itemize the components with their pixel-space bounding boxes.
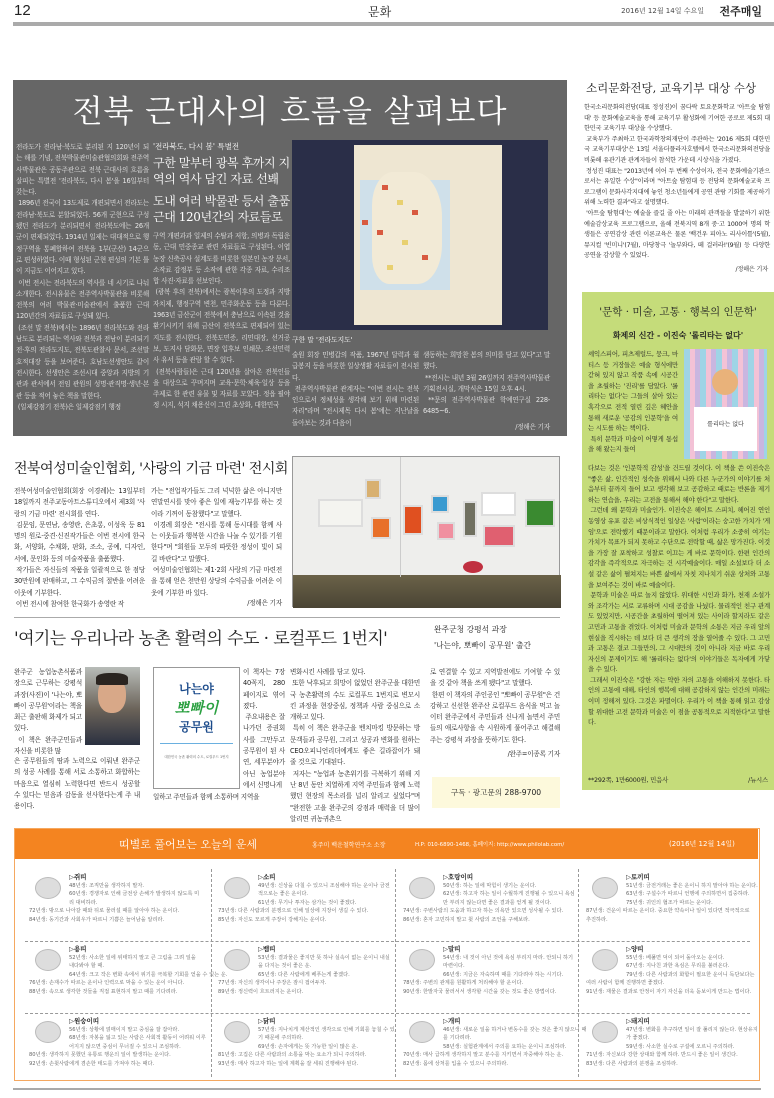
feature-headline: 전북 근대사의 흐름을 살펴보다 (72, 94, 508, 130)
horoscope-item (218, 1017, 404, 1088)
zodiac-name: ▷개띠 (443, 1017, 461, 1025)
horoscope-line: 어지지 않으면 중심이 무너질 수 있으니 조심하라. (69, 1043, 181, 1050)
horoscope-line: 63년생: 구설수가 따르니 언행에 주의하면서 집중하라. (626, 891, 750, 898)
horoscope-line: 추진하라. (586, 916, 608, 923)
zodiac-name: ▷소띠 (258, 873, 276, 881)
cover-title: 롤리타는 없다 (707, 421, 744, 428)
horoscope-line: 47년생: 변화를 추구하면 일이 잘 풀리지 않는다. 현상유지 (626, 1027, 758, 1033)
horoscope-item (586, 1017, 772, 1088)
women-art-headline: 전북여성미술인협회, '사랑의 기금 마련' 전시회 (14, 461, 288, 477)
horoscope-line: 70년생: 매사 급하게 생각하지 말고 분수를 지키면서 자중해야 하는 운. (403, 1052, 564, 1059)
section-name: 문화 (368, 5, 392, 19)
horoscope-line: 81년생: 고집은 다른 사람과의 소통을 막는 요소가 되니 주의하라. (218, 1052, 367, 1059)
women-art-col-2: 가는 "전업작가들도 그리 넉넉한 삶은 아니지만 연말연시를 맞아 좋은 일에 재능기부를 하는 것이라 기꺼이 동참했다"고 말했다. 이경례 회장은 "전시를 통해 동시대를 함께 사는 이웃들과 행복한 시간을 나눌 수 있기를 기원한다"며 "회원들 모두의 따뜻한 정성이 빛이 되길 바란다"고 말했다. 여성미술인협회는 제1·2회 사랑의 기금 마련전을 통해 얻은 천만원 상당의 수익금을 어려운 이웃에 기부한 바 있다. (151, 487, 282, 597)
horoscope-item (218, 873, 404, 944)
horoscope-line: 을 다지는 것이 좋은 운. (258, 963, 312, 970)
horoscope-line: 58년생: 실험관계에서 주의를 요하는 운이니 조심하라. (443, 1043, 567, 1050)
divider (14, 617, 560, 618)
horoscope-item (586, 873, 772, 944)
feature-subhead-2: 도내 여러 박물관 등서 출품 근대 120년간의 자료들로 (153, 194, 290, 224)
feature-col-3: 술원 회장 민병갑의 작품, 1967년 달력과 월급봉지 등을 비롯한 일상생활 자료들이 전시된다. 전주역사박물관 관계자는 "이번 전시는 전북인으로서 정체성을 생각해 보기 위해 마련된 자리"라며 "전시제목 다시 봄'에는 지난날을 돌아보는 것과 다음이 (292, 351, 419, 427)
popeye-book-cover: 나는야 뽀빠이 공무원 대한민국 농촌 활력의 수도, 로컬푸드 1번지 (153, 667, 240, 789)
horoscope-line: 60년생: 경쟁자로 인해 금전상 손해가 발생하지 않도록 미 (69, 891, 200, 898)
horoscope-line: 72년생: 밖으로 나아갈 때와 뒤로 물러설 때를 알아야 하는 운이다. (29, 908, 180, 915)
horoscope-line: 89년생: 정신력이 흐트러지는 운이다. (218, 988, 304, 995)
horoscope-line: 64년생: 크고 작은 변화 속에서 위기를 극복할 기회를 얻을 수 있는 운. (69, 971, 228, 978)
horoscope-line: 만 부리지 않는다면 좋은 결과를 얻게 될 것이다. (443, 899, 552, 906)
horoscope-line: 적으로는 좋은 운이다. (258, 891, 309, 898)
horoscope-title: 띠별로 풀어보는 오늘의 운세 (119, 838, 258, 851)
sori-headline: 소리문화전당, 교육기부 대상 수상 (586, 81, 757, 95)
feature-byline: /정해은 기자 (515, 423, 550, 431)
horoscope-line: 90년생: 한발자국 물러서서 생각할 시간을 갖는 것도 좋은 방법이다. (403, 988, 557, 995)
horoscope-line: 82년생: 몸에 상처를 입을 수 있으니 주의하라. (403, 1060, 509, 1067)
horoscope-line: 여러 사람이 함께 진행하면 좋겠다. (586, 980, 665, 987)
horoscope-line: 62년생: 하고자 하는 일이 수월하게 진행될 수 있으니 욕심 (443, 891, 575, 898)
horoscope-line: 67년생: 지나친 과한 욕심은 무리를 불러온다. (626, 963, 730, 970)
horoscope-line: 내다봐야 할 때. (69, 963, 105, 970)
feature-label: '전라북도, 다시 봄' 특별전 (153, 142, 240, 151)
horoscope-line: 50년생: 하는 일에 막힘이 생기는 운이다. (443, 883, 537, 889)
horoscope-item (403, 873, 589, 944)
sori-body: 한국소리문화의전당(대표 정성진)이 꿈다락 토요문화학교 '아트숲 탐험대' 등 문화예술교육을 통해 교육기부 활성화에 기여한 공로로 제5회 대한민국 교육기부 대상을 수상했다. 교육부가 주최하고 한국과학창의재단이 주관하는 '2016 제5회 대한민국 교육기부대상'은 13일 서울더플라자호텔에서 한국소리문화의전당을 비롯해 유관기관 관계자들이 참석한 가운데 시상식을 가졌다. 정성진 대표는 "2013년에 이어 두 번째 수상이자, 전국 문화예술기관으로서는 유일한 수상"이라며 "아트숲 탐험대 등 전당의 문화예술교육 프로그램이 문화사각지대에 놓인 청소년들에게 공연 관람 기회를 제공하기 위해 노력한 결과"라고 설명했다. '아트숲 탐험대'는 예술을 즐길 줄 아는 미래의 관객들을 발굴하기 위한 예술감상교육 프로그램으로, 올해 전북지역 8개 중·고 1000여 명의 학생들은 공연감상 관련 이론교육은 물론 '백건우 피아노 리사이틀'(5월), 뮤지컬 '빈미니'(7월), 마당창극 '놀부와다, 떼 걸러라!'(9월) 등 다양한 공연을 감상할 수 있었다. (584, 104, 770, 260)
rat-icon (35, 877, 61, 899)
zodiac-name: ▷용띠 (69, 945, 87, 953)
horoscope-line: 87년생: 건운이 따르는 운이다. 중요한 약속이나 일이 있다면 적극적으로 (586, 908, 750, 915)
wanju-subhead-1: 완주군청 강평석 과장 (434, 625, 507, 634)
horoscope-line: 48년생: 조직만을 생각하지 말자. (69, 883, 145, 889)
horoscope-line: 75년생: 귀인의 협조가 따르는 운이다. (626, 899, 713, 906)
lolita-book-cover (684, 349, 767, 459)
horoscope-line: 77년생: 자신의 생각이나 주장은 잠시 접어두자. (218, 980, 327, 987)
feature-col-4: 샘동하는 희망찬 봄의 의미를 담고 있다"고 말했다. **전시는 내년 3월 26일까지 전주역사박물관 기획전시실, 개막식은 15일 오후 4시. **문의 전주역사박물관 학예연구실 228-6485~6. (423, 351, 551, 416)
zodiac-name: ▷닭띠 (258, 1017, 276, 1025)
horoscope-line: 78년생: 주변의 관계를 원활하게 처리해야 할 운이다. (403, 980, 524, 987)
horoscope-line: 92년생: 손윗사람에게 겸손한 태도를 가져야 하는 때다. (29, 1060, 155, 1067)
sori-byline: /정해은 기자 (735, 266, 768, 273)
feature-article (13, 80, 567, 436)
horoscope-item (29, 945, 228, 1016)
horoscope-line: 61년생: 무기나 투자는 삼가는 것이 좋겠다. (258, 899, 357, 906)
wanju-byline: /완주=이종록 기자 (507, 750, 560, 758)
horoscope-contact: H.P: 010-6890-1468, 홈페이지: http://www.philolab.com/ (415, 842, 565, 848)
zodiac-name: ▷쥐띠 (69, 873, 87, 881)
exhibition-photo (292, 456, 560, 607)
horoscope-line: 가 좋겠다. (626, 1035, 650, 1042)
horoscope-line: 85년생: 자신도 모르게 주장이 강해지는 운이다. (218, 916, 327, 923)
women-art-byline: /정해은 기자 (247, 599, 282, 607)
map-caption: 구한 말 '전라도지도' (292, 336, 353, 344)
horoscope-item (403, 1017, 589, 1088)
horoscope-line: 52년생: 사소한 일에 위태하지 말고 큰 그림을 그려 일을 (69, 955, 196, 961)
horoscope-line: 76년생: 손재수가 따르는 운이나 인력으로 막을 수 있는 운이 아니다. (29, 980, 185, 987)
horoscope-line: 46년생: 새로운 일을 하거나 변동수를 갖는 것은 좋지 않으니 때 (443, 1027, 587, 1033)
grid-divider (211, 869, 212, 1077)
horoscope-line: 83년생: 다른 사람과의 분쟁을 조심하라. (586, 1060, 678, 1067)
feature-col-2: 구역 개편과과 일제의 수탈과 저항, 의병과 독립운동, 근대 민중종교 관련 자료들로 구성된다. 이엽농장 신축공사 설계도를 비롯한 일본인 농장 문서, 소작료 감정부 등 소작에 관한 각종 자료, 수리조합 사진·자료를 선보인다. (광복 후의 전북)에서는 광복이후의 도정과 지방자치제, 행정구역 변천, 민주화운동 등을 다룬다. 1963년 금산군이 전북에서 충남으로 이속된 것을 환기시키기 위해 금산이 전북으로 편제되어 있는 지도를 전시한다. 전북도민증, 리민대장, 선거공보, 도지사 담화문, 면장 입후보 인쇄문, 조선민력사 유서 등을 관람 할 수 있다. (전북사람들)은 근대 120년을 살아온 전북인들을 대상으로 꾸며지며 교육·문학·체육·일상 등을 주제로 한 관련 유물 및 자료를 모았다. 정읍 필야정 시지, 석지 채용신이 그린 초상화, 대한민국 (153, 232, 290, 410)
horoscope-line: 73년생: 다른 사람과의 분쟁으로 인해 일상에 지장이 생길 수 있다. (218, 908, 369, 915)
pig-icon (592, 1021, 618, 1043)
wanju-headline: '여기는 우리나라 농촌 활력의 수도 · 로컬푸드 1번지' (14, 629, 388, 649)
horoscope-line: 66년생: 지금은 자숙하며 때를 기다려야 하는 시기다. (443, 971, 564, 978)
newspaper-name: 전주매일 (719, 5, 762, 18)
ox-icon (224, 877, 250, 899)
dog-icon (409, 1021, 435, 1043)
feature-col-2-stack (153, 141, 290, 434)
page-number: 12 (14, 2, 31, 19)
horse-icon (409, 949, 435, 971)
zodiac-name: ▷원숭이띠 (69, 1017, 100, 1025)
horoscope-line: 93년생: 매사 하고자 하는 일에 계획을 잘 세워 진행해야 된다. (218, 1060, 359, 1067)
horoscope-line: 79년생: 다른 사람과의 화합이 필요한 운이니 독단보다는 (626, 971, 755, 978)
snake-icon (224, 949, 250, 971)
wanju-col-2: 이 책자는 7장 40꼭지, 280페이지로 엮어졌다. 주요내용은 잘 나가던 증권회사를 그만두고 공무원이 된 사연, 세무분야가 아닌 농업분야에서 신명나게 (243, 668, 285, 789)
rooster-icon (224, 1021, 250, 1043)
book-review-subtitle: 화제의 신간 - 이진숙 '롤리타는 없다' (612, 331, 744, 340)
horoscope-line: 마련이다. (443, 963, 465, 970)
horoscope-line: 51년생: 금전거래는 좋은 운이니 하지 말아야 하는 운이다. (626, 883, 758, 889)
issue-date: 2016년 12월 14일 수요일 (621, 7, 704, 15)
zodiac-name: ▷말띠 (443, 945, 461, 953)
horoscope-line: 80년생: 생각하지 못했던 유통로 행운의 일이 발생하는 운이다. (29, 1052, 171, 1059)
book-review-box (582, 292, 774, 790)
book-review-body-top: 셰익스피어, 피츠제럴드, 뭉크, 마티스 등 거장들은 예술 형식에만 갇혀 있지 않고 작품 속에 시공간을 초월하는 '진리'를 담았다. '롤리타는 없다'는 그들의 살아 있는 혹각으로 전적 열린 깊은 혜안을 통해 새로운 '공감의 인문학'을 여는 시도를 하는 책이다. 특히 문학과 미술이 어떻게 통섭을 해 왔는지 들여 (588, 350, 678, 454)
subscription-ad: 구독 · 광고문의 288-9700 (432, 777, 560, 808)
wanju-subhead-2: '나는야, 뽀빠이 공무원' 출간 (434, 641, 532, 650)
book-review-body: 다보는 것은 '인문학적 감성'을 건드릴 것이다. 이 책을 쓴 이진숙은 "좋은 삶, 인간적인 성숙을 위해서 나와 다른 누군가의 이야기를 처음부터 끝까지 들어 보고 생각해 보고 공감하고 때로는 반론을 제기하는 연습을, 우리는 고전을 통해서 해야 한다"고 말한다. 그런데 왜 문학과 미술인가. 이진숙은 헤이트 스피치, 헤어진 연인 동영상 유포 같은 비상식적인 일상은 '사람'이라는 숭고한 가치가 '게임'으로 전락했기 때문이라고 말한다. 이처럼 우리가 소중히 여기는 가치가 목표가 되지 못하고 수단으로 전락할 때, 삶은 망가진다. 이것을 가장 잘 포착하고 성찰로 이끄는 게 바로 문학이다. 한편 인간의 감각을 즉각적으로 자극하는 건 시각예술이다. 매일 소설보다 더 소설 같은 삶이 펼쳐지는 바쁜 삶에서 자칫 지나치기 쉬운 상처와 고통을 보여주는 것이 바로 예술이다. 문학과 미술은 따로 놀지 않았다. 위대한 시인과 화가, 천재 소설가와 조각가는 서로 교류하며 시대 공감을 나눴다. 물리적인 친구 관계도 있었지만, 시공간을 초월하여 떨어져 있는 사이라 할지라도 같은 고민과 고통을 겪었다. 이처럼 미술과 문학의 소통은 지금 우리 앞의 현실을 직시하는 데 보다 더 큰 생각의 장을 열어줄 수 있다. 그 고민과 고통은 결코 그들만의, 그 시대만의 것이 아니라 지금 바로 우리 자신의 문제이기도 해 '롤리타는 없다'의 이야기들은 독자에게 가닿을 수 있다. 그래서 이진숙은 "강한 자는 약한 자의 고통을 이해하지 못한다. 타인의 고통에 대해, 타인의 행복에 대해 공감하지 않는 인간의 미래는 이미 정해져 있다. 그것은 파멸이다. 우리가 이 책을 통해 읽고 감상할 위대한 고전 문학과 미술은 이 점을 공통적으로 지적한다"고 말한다. (588, 464, 770, 727)
rabbit-icon (592, 877, 618, 899)
horoscope-item (29, 1017, 215, 1088)
author-photo (85, 667, 140, 745)
horoscope-line: 기 때문에 주의하라. (258, 1035, 304, 1042)
tiger-icon (409, 877, 435, 899)
horoscope-line: 69년생: 손자에게는 뜻 가능한 일이 많은 운. (258, 1043, 359, 1050)
horoscope-line: 71년생: 자신보다 강한 상대와 함께 하라. 반드시 좋은 일이 생긴다. (586, 1052, 738, 1059)
zodiac-name: ▷토끼띠 (626, 873, 650, 881)
zodiac-name: ▷돼지띠 (626, 1017, 650, 1025)
monkey-icon (35, 1021, 61, 1043)
wanju-col-3: 변화시킨 사례를 담고 있다. 또한 낙후되고 희망이 없었던 완주군을 대한민국 농촌활력의 수도 로컬푸드 1번지로 변모시킨 과정을 현장중심, 정책과 사람 중심으로 소개하고 있다. 특히 이 책은 완주군을 벤치마킹 방문하는 방문객들과 공무원, 그리고 성공과 변화를 원하는 CEO오피니언리더에게도 좋은 길라잡이가 돼 줄 것으로 기대된다. 저자는 "농업과 농촌위기를 극복하기 위해 지난 8년 동안 치열하게 지역 주민들과 함께 노력했던 현장의 목소리를 널리 알리고 싶었다"며 "완전한 고을 완주군의 강점과 매력을 더 많이 알리면 귀농귀촌으 (290, 668, 421, 823)
horoscope-date: (2016년 12월 14일) (669, 840, 735, 848)
horoscope-line: 74년생: 주변사람의 도움과 하고자 하는 의욕만 있으면 성사될 수 있다. (403, 908, 564, 915)
book-review-headline: '문학 · 미술, 고통 · 행복의 인문학' (599, 306, 757, 318)
book-review-byline: /뉴시스 (748, 776, 768, 784)
horoscope-line: 86년생: 혼자 고민하지 말고 윗 사람의 조언을 구해보라. (403, 916, 530, 923)
wanju-col-1-top: 완주군 농업농촌식품과장으로 근무하는 강평석 과장(사진)이 '나는야, 뽀빠이 공무원'이라는 책을 최근 출판해 화제가 되고 있다. 이 책은 완주군민들과 자신을 비롯한 많 (14, 668, 82, 756)
horoscope-line: 54년생: 내 것이 아닌 것에 욕심 부리지 마라. 안되니 하기 (443, 955, 574, 961)
horoscope-line: 리 대비하라. (69, 899, 98, 906)
horoscope-item (403, 945, 589, 1016)
footer-rule (13, 1088, 761, 1090)
header-rule (13, 22, 774, 26)
zodiac-name: ▷호랑이띠 (443, 873, 474, 881)
horoscope-item (586, 945, 772, 1016)
wanju-col-1: 은 공무원들의 땀과 노력으로 이뤄낸 완주군의 성공 사례를 통해 서로 소통하고 화합하는 마음으로 열심히 노력한다면 반드시 성공할 수 있다는 믿음과 감동을 선사한다는게 주 내용이다. (14, 757, 142, 811)
wanju-col-4: 로 연결할 수 있고 지역발전에도 기여할 수 있을 것 같아 책을 쓰게 됐다"고 말했다. 한편 이 책자의 주인공인 "뽀빠이 공무원"은 건강하고 신선한 완주산 로컬푸드 음식을 먹고 놀이터 완주군에서 주민들과 신나게 놀면서 주민들의 애로사항을 속 시원하게 풀어주고 해결해 주는 강평석 과장을 뜻하기도 한다. (430, 668, 560, 744)
daily-horoscope (14, 828, 760, 1081)
horoscope-line: 를 기다려라. (443, 1035, 472, 1042)
horoscope-author: 홍주미 백운철학연구소 소장 (312, 842, 386, 849)
book-price: **292쪽, 1만6000원, 민음사 (588, 776, 669, 784)
horoscope-line: 49년생: 신상을 다칠 수 있으니 조심해야 하는 운이나 금전 (258, 883, 390, 889)
grid-divider (578, 869, 579, 1077)
grid-divider (25, 1013, 750, 1014)
horoscope-line: 57년생: 지나치게 계산적인 생각으로 인해 기회를 놓칠 수 있 (258, 1027, 395, 1033)
joseon-map-photo (292, 140, 548, 330)
zodiac-name: ▷양띠 (626, 945, 644, 953)
wanju-col-2-bottom: 일하고 주민들과 함께 소통하며 지역을 (153, 793, 260, 801)
feature-subhead-1: 구한 말부터 광복 후까지 지역의 역사 담긴 자료 선봬 (153, 156, 290, 186)
women-art-col-1: 전북여성미술인협회(회장 이경례)는 13일부터 18일까지 전주교동아트스튜디오에서 제3회 '사랑의 기금 마련' 전시회를 연다. 김문임, 문연남, 송영란, 은초롱, 이성욱 등 81명의 원로·중견·신진작가들은 이번 전시에 한국화, 서양화, 수채화, 판화, 조소, 공예, 디자인, 서예, 문인화 등의 미술작품을 출품했다. 작가들은 자신들의 작품을 일괄적으로 한 점당 30만원에 판매하고, 그 수익금의 절반을 어려운 이웃에 기부한다. 이번 전시에 참여한 한국화가 송영란 작 (14, 487, 145, 608)
zodiac-name: ▷뱀띠 (258, 945, 276, 953)
horoscope-line: 59년생: 사소한 실수로 구설에 오르니 주의하라. (626, 1043, 735, 1050)
horoscope-line: 91년생: 재물은 결과로 안정이 자기 자신을 더욱 돋보이게 만드는 법이다. (586, 988, 752, 995)
horoscope-line: 68년생: 자봉을 잃고 있는 사람은 사회적 활동이 어려워 이루 (69, 1035, 206, 1042)
horoscope-line: 65년생: 다른 사람에게 베푸는게 좋겠다. (258, 971, 350, 978)
grid-divider (395, 869, 396, 1077)
horoscope-item (29, 873, 215, 944)
horoscope-line: 84년생: 동기간과 사회우가 따르니 기쁨은 늘어남을 알리라. (29, 916, 165, 923)
horoscope-line: 56년생: 상황에 얽매이지 말고 중심을 잘 잡아라. (69, 1027, 180, 1033)
grid-divider (25, 941, 750, 942)
horoscope-item (218, 945, 404, 1016)
horoscope-header (15, 829, 758, 859)
sheep-icon (592, 949, 618, 971)
feature-col-1: 전라도가 전라남·북도로 분리된 지 120년이 되는 해를 기념, 전북박물관미술관협의회와 전주역사박물관은 공동주관으로 전북 근대사의 흐름을 살피는 특별전 '전라북도, 다시 봄'을 16일부터 갖는다. 1896년 전국이 13도제로 개편되면서 전라도는 전라남·북도로 분할되었다. 56개 군현으로 구성됐던 전라도가 분리되면서 전라북도에는 26개 군이 편제되었다. 1914년 일제는 대대적으로 행정구역을 통폐합하여 전북을 1부(군산) 14군으로 편성하였다. 이때 형성된 군현 편성의 기본 틀이 지금도 이어지고 있다. 이번 전시는 전라북도의 역사를 네 시기로 나눠 소개한다. 전시유물은 전주역사박물관을 비롯해 전북의 여러 박물관·미술관에서 출품한 근대 120년간의 자료들로 구성돼 있다. (조선 말 전북)에서는 1896년 전라북도와 전라남도로 분리되는 역사와 전북과 전남이 분리되기 전·후의 전라도지도, 전북도관찰사 문서, 조선말 호적대장 등을 보여준다. 호남도선생안도 같이 전시한다. 선생안은 조선시대 중앙과 지방의 기관과 관서에서 전임 관원의 성명·관직명·생년·본관 등을 적어 놓은 책을 말한다. (일제강점기 전북)은 일제강점기 행정 (16, 143, 149, 411)
horoscope-line: 53년생: 결과물은 좋지만 뜻 하나 실속이 없는 운이니 내실 (258, 955, 390, 961)
dragon-icon (35, 949, 61, 971)
horoscope-line: 55년생: 베풀면 덕이 되어 돌아오는 운이다. (626, 955, 725, 961)
horoscope-line: 88년생: 속으로 생각한 것들을 직접 표현하지 말고 때를 기다려라. (29, 988, 178, 995)
